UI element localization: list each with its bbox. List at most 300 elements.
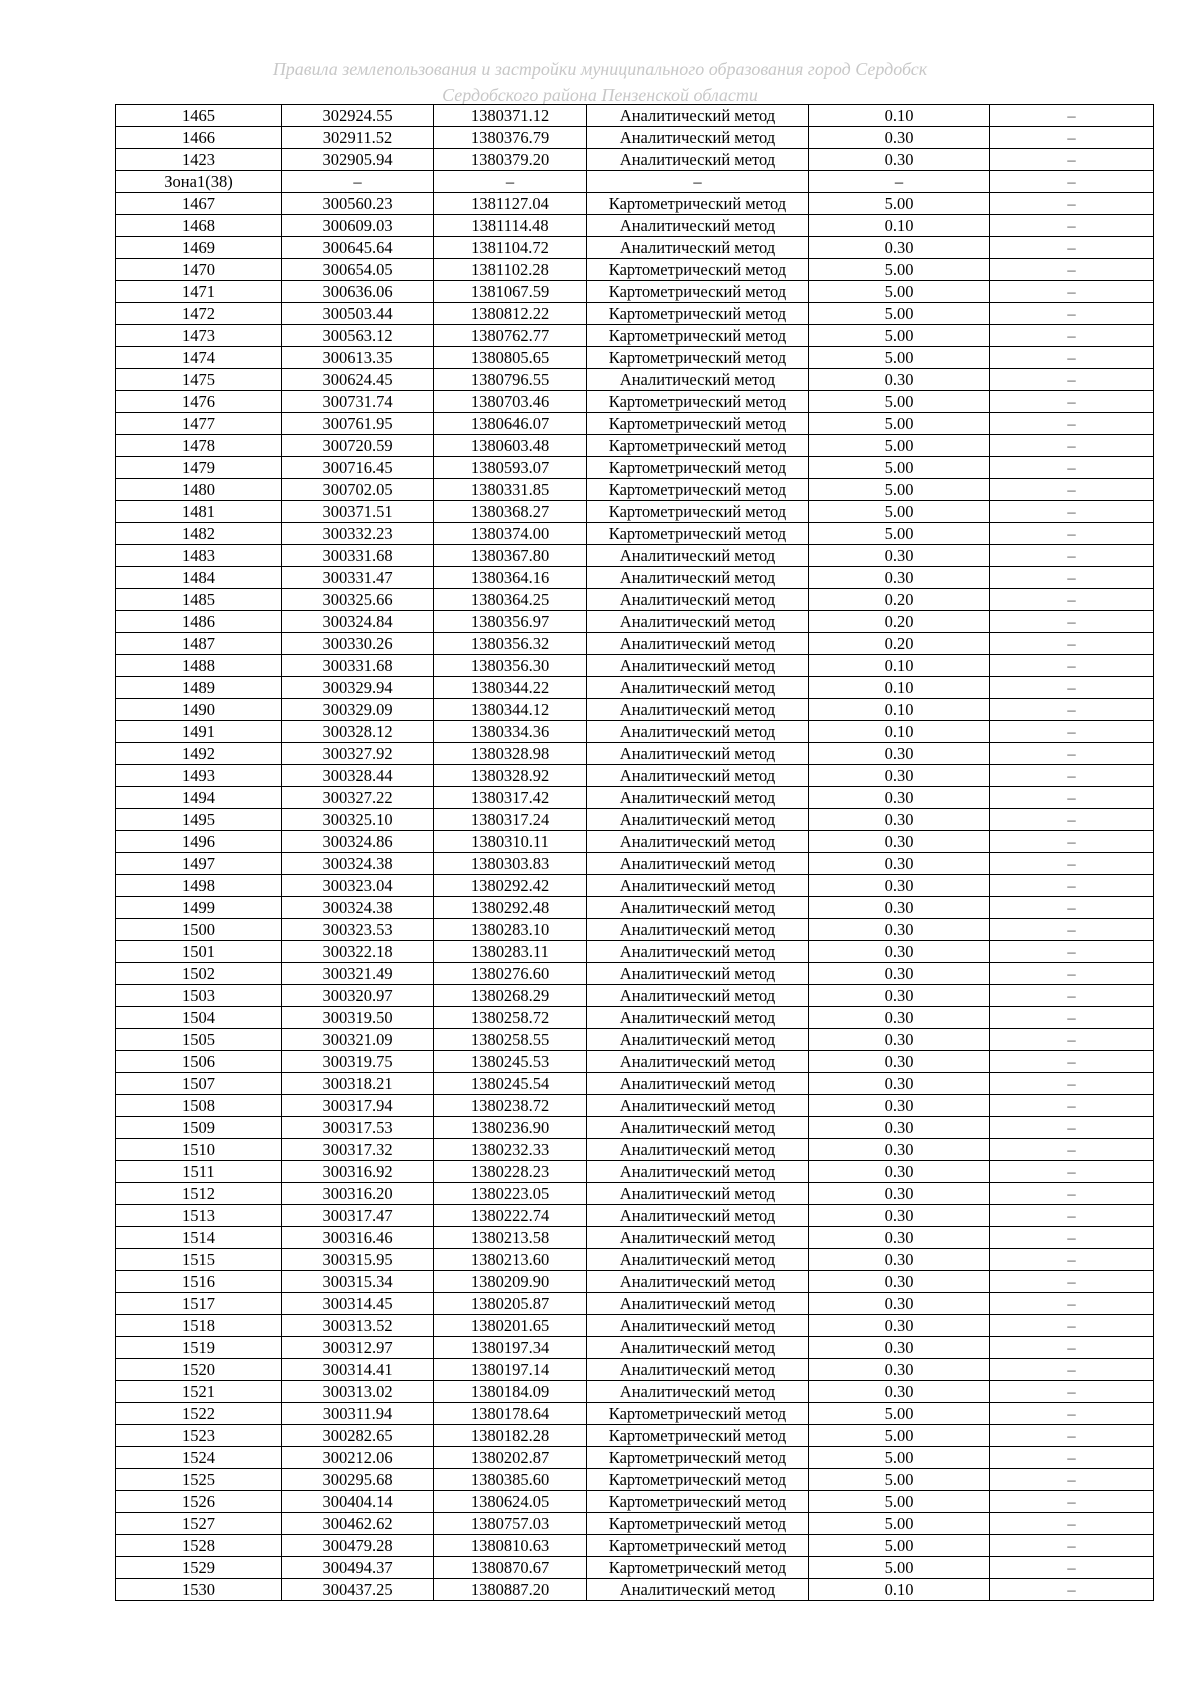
point-number-cell: 1491 [116,721,282,743]
y-coordinate-cell: 1380646.07 [434,413,587,435]
point-number-cell: 1481 [116,501,282,523]
description-cell: – [990,853,1154,875]
point-number-cell: 1518 [116,1315,282,1337]
precision-cell: 0.30 [809,1271,990,1293]
point-number-cell: 1523 [116,1425,282,1447]
table-row [116,611,1154,633]
table-row [116,457,1154,479]
x-coordinate-cell: 300731.74 [282,391,434,413]
method-cell: Аналитический метод [587,589,809,611]
x-coordinate-cell: 300325.66 [282,589,434,611]
precision-cell: 5.00 [809,1425,990,1447]
precision-cell: 5.00 [809,347,990,369]
method-cell: Аналитический метод [587,1095,809,1117]
description-cell: – [990,545,1154,567]
point-number-cell: 1501 [116,941,282,963]
y-coordinate-cell: 1380796.55 [434,369,587,391]
y-coordinate-cell: 1380374.00 [434,523,587,545]
y-coordinate-cell: 1380810.63 [434,1535,587,1557]
point-number-cell: 1510 [116,1139,282,1161]
method-cell: Аналитический метод [587,1051,809,1073]
precision-cell: 5.00 [809,303,990,325]
description-cell: – [990,1359,1154,1381]
table-row [116,347,1154,369]
point-number-cell: 1485 [116,589,282,611]
precision-cell: 0.30 [809,787,990,809]
method-cell: Аналитический метод [587,677,809,699]
precision-cell: 0.30 [809,1315,990,1337]
y-coordinate-cell: 1380328.92 [434,765,587,787]
table-row [116,545,1154,567]
x-coordinate-cell: 300314.45 [282,1293,434,1315]
precision-cell: 0.30 [809,1337,990,1359]
x-coordinate-cell: 300462.62 [282,1513,434,1535]
x-coordinate-cell: 300325.10 [282,809,434,831]
method-cell: Аналитический метод [587,1249,809,1271]
description-cell: – [990,567,1154,589]
precision-cell: 0.10 [809,699,990,721]
point-number-cell: 1484 [116,567,282,589]
point-number-cell: 1514 [116,1227,282,1249]
description-cell: – [990,127,1154,149]
y-coordinate-cell: 1380222.74 [434,1205,587,1227]
point-number-cell: Зона1(38) [116,171,282,193]
y-coordinate-cell: 1380232.33 [434,1139,587,1161]
table-row [116,699,1154,721]
point-number-cell: 1516 [116,1271,282,1293]
y-coordinate-cell: 1380292.42 [434,875,587,897]
point-number-cell: 1528 [116,1535,282,1557]
method-cell: Картометрический метод [587,435,809,457]
description-cell: – [990,1139,1154,1161]
y-coordinate-cell: 1380292.48 [434,897,587,919]
y-coordinate-cell: 1380258.55 [434,1029,587,1051]
y-coordinate-cell: 1380202.87 [434,1447,587,1469]
method-cell: Картометрический метод [587,501,809,523]
table-row [116,1535,1154,1557]
method-cell: Аналитический метод [587,1579,809,1601]
method-cell: Аналитический метод [587,567,809,589]
table-row [116,1051,1154,1073]
y-coordinate-cell: 1380379.20 [434,149,587,171]
method-cell: Аналитический метод [587,1139,809,1161]
description-cell: – [990,1183,1154,1205]
description-cell: – [990,875,1154,897]
precision-cell: 0.30 [809,127,990,149]
method-cell: Аналитический метод [587,853,809,875]
table-row [116,259,1154,281]
y-coordinate-cell: 1380245.54 [434,1073,587,1095]
x-coordinate-cell: 300332.23 [282,523,434,545]
table-row [116,171,1154,193]
table-row [116,1183,1154,1205]
precision-cell: 5.00 [809,1535,990,1557]
y-coordinate-cell: 1380344.22 [434,677,587,699]
method-cell: Аналитический метод [587,963,809,985]
y-coordinate-cell: 1380703.46 [434,391,587,413]
y-coordinate-cell: 1380197.14 [434,1359,587,1381]
coordinates-table-body [116,105,1154,1601]
y-coordinate-cell: 1380268.29 [434,985,587,1007]
method-cell: Картометрический метод [587,281,809,303]
precision-cell: 5.00 [809,1557,990,1579]
x-coordinate-cell: 300720.59 [282,435,434,457]
table-row [116,1337,1154,1359]
x-coordinate-cell: 300563.12 [282,325,434,347]
x-coordinate-cell: 300654.05 [282,259,434,281]
x-coordinate-cell: 300321.09 [282,1029,434,1051]
page-header [0,56,1200,108]
table-row [116,787,1154,809]
y-coordinate-cell: – [434,171,587,193]
y-coordinate-cell: 1380245.53 [434,1051,587,1073]
table-row [116,1425,1154,1447]
description-cell: – [990,325,1154,347]
table-row [116,1469,1154,1491]
y-coordinate-cell: 1380367.80 [434,545,587,567]
method-cell: Аналитический метод [587,127,809,149]
point-number-cell: 1492 [116,743,282,765]
method-cell: Аналитический метод [587,743,809,765]
y-coordinate-cell: 1380228.23 [434,1161,587,1183]
x-coordinate-cell: 300317.32 [282,1139,434,1161]
precision-cell: 0.10 [809,677,990,699]
x-coordinate-cell: 300316.20 [282,1183,434,1205]
precision-cell: 0.30 [809,919,990,941]
precision-cell: 5.00 [809,1403,990,1425]
description-cell: – [990,743,1154,765]
description-cell: – [990,435,1154,457]
x-coordinate-cell: 300317.94 [282,1095,434,1117]
point-number-cell: 1522 [116,1403,282,1425]
table-row [116,237,1154,259]
precision-cell: 0.30 [809,1205,990,1227]
table-row [116,369,1154,391]
description-cell: – [990,193,1154,215]
y-coordinate-cell: 1380178.64 [434,1403,587,1425]
precision-cell: 0.20 [809,589,990,611]
description-cell: – [990,611,1154,633]
x-coordinate-cell: 300716.45 [282,457,434,479]
x-coordinate-cell: 300331.68 [282,655,434,677]
y-coordinate-cell: 1380356.30 [434,655,587,677]
method-cell: Аналитический метод [587,1117,809,1139]
point-number-cell: 1495 [116,809,282,831]
table-row [116,193,1154,215]
point-number-cell: 1529 [116,1557,282,1579]
method-cell: Аналитический метод [587,919,809,941]
point-number-cell: 1509 [116,1117,282,1139]
method-cell: Аналитический метод [587,1073,809,1095]
y-coordinate-cell: 1380317.24 [434,809,587,831]
point-number-cell: 1466 [116,127,282,149]
method-cell: Аналитический метод [587,809,809,831]
y-coordinate-cell: 1380762.77 [434,325,587,347]
x-coordinate-cell: 300312.97 [282,1337,434,1359]
precision-cell: 0.30 [809,1051,990,1073]
table-row [116,677,1154,699]
method-cell: Аналитический метод [587,545,809,567]
method-cell: Картометрический метод [587,523,809,545]
method-cell: Картометрический метод [587,347,809,369]
table-row [116,1359,1154,1381]
method-cell: Картометрический метод [587,479,809,501]
point-number-cell: 1504 [116,1007,282,1029]
table-row [116,105,1154,127]
table-row [116,1271,1154,1293]
table-row [116,1557,1154,1579]
x-coordinate-cell: 300322.18 [282,941,434,963]
point-number-cell: 1488 [116,655,282,677]
y-coordinate-cell: 1380364.16 [434,567,587,589]
description-cell: – [990,303,1154,325]
method-cell: Аналитический метод [587,1007,809,1029]
table-row [116,391,1154,413]
point-number-cell: 1507 [116,1073,282,1095]
x-coordinate-cell: 300624.45 [282,369,434,391]
description-cell: – [990,1095,1154,1117]
x-coordinate-cell: 300319.75 [282,1051,434,1073]
point-number-cell: 1476 [116,391,282,413]
method-cell: Картометрический метод [587,193,809,215]
x-coordinate-cell: 300324.84 [282,611,434,633]
method-cell: Аналитический метод [587,369,809,391]
table-row [116,523,1154,545]
method-cell: Картометрический метод [587,1513,809,1535]
method-cell: Аналитический метод [587,1359,809,1381]
table-row [116,765,1154,787]
x-coordinate-cell: 300404.14 [282,1491,434,1513]
description-cell: – [990,677,1154,699]
point-number-cell: 1498 [116,875,282,897]
precision-cell: 5.00 [809,325,990,347]
point-number-cell: 1503 [116,985,282,1007]
table-row [116,127,1154,149]
x-coordinate-cell: 300327.92 [282,743,434,765]
table-row [116,633,1154,655]
x-coordinate-cell: – [282,171,434,193]
description-cell: – [990,699,1154,721]
precision-cell: 0.30 [809,897,990,919]
table-row [116,875,1154,897]
description-cell: – [990,347,1154,369]
x-coordinate-cell: 300330.26 [282,633,434,655]
table-row [116,149,1154,171]
x-coordinate-cell: 300702.05 [282,479,434,501]
precision-cell: 0.30 [809,149,990,171]
point-number-cell: 1505 [116,1029,282,1051]
precision-cell: 0.10 [809,105,990,127]
description-cell: – [990,985,1154,1007]
method-cell: Картометрический метод [587,325,809,347]
method-cell: Аналитический метод [587,215,809,237]
point-number-cell: 1521 [116,1381,282,1403]
table-row [116,1293,1154,1315]
y-coordinate-cell: 1380328.98 [434,743,587,765]
precision-cell: 0.10 [809,655,990,677]
y-coordinate-cell: 1380197.34 [434,1337,587,1359]
x-coordinate-cell: 300321.49 [282,963,434,985]
table-row [116,1007,1154,1029]
x-coordinate-cell: 300313.02 [282,1381,434,1403]
table-row [116,743,1154,765]
x-coordinate-cell: 300645.64 [282,237,434,259]
point-number-cell: 1494 [116,787,282,809]
x-coordinate-cell: 300295.68 [282,1469,434,1491]
precision-cell: 0.30 [809,369,990,391]
description-cell: – [990,215,1154,237]
y-coordinate-cell: 1380385.60 [434,1469,587,1491]
y-coordinate-cell: 1380201.65 [434,1315,587,1337]
method-cell: Аналитический метод [587,831,809,853]
description-cell: – [990,413,1154,435]
x-coordinate-cell: 300315.34 [282,1271,434,1293]
method-cell: Аналитический метод [587,611,809,633]
method-cell: Аналитический метод [587,1381,809,1403]
description-cell: – [990,589,1154,611]
table-row [116,1205,1154,1227]
x-coordinate-cell: 300494.37 [282,1557,434,1579]
point-number-cell: 1465 [116,105,282,127]
description-cell: – [990,765,1154,787]
precision-cell: 0.30 [809,1161,990,1183]
x-coordinate-cell: 300328.44 [282,765,434,787]
point-number-cell: 1525 [116,1469,282,1491]
method-cell: Картометрический метод [587,457,809,479]
y-coordinate-cell: 1380258.72 [434,1007,587,1029]
method-cell: Аналитический метод [587,1161,809,1183]
x-coordinate-cell: 300331.47 [282,567,434,589]
point-number-cell: 1493 [116,765,282,787]
table-row [116,281,1154,303]
x-coordinate-cell: 300319.50 [282,1007,434,1029]
table-row [116,963,1154,985]
method-cell: Аналитический метод [587,941,809,963]
header-line-2: Сердобского района Пензенской области [442,85,758,105]
point-number-cell: 1490 [116,699,282,721]
description-cell: – [990,1425,1154,1447]
y-coordinate-cell: 1381102.28 [434,259,587,281]
table-row [116,809,1154,831]
x-coordinate-cell: 300324.38 [282,897,434,919]
table-row [116,831,1154,853]
precision-cell: 5.00 [809,259,990,281]
y-coordinate-cell: 1380364.25 [434,589,587,611]
table-row [116,1139,1154,1161]
precision-cell: 0.30 [809,1117,990,1139]
point-number-cell: 1526 [116,1491,282,1513]
y-coordinate-cell: 1380334.36 [434,721,587,743]
x-coordinate-cell: 300328.12 [282,721,434,743]
precision-cell: 5.00 [809,523,990,545]
point-number-cell: 1524 [116,1447,282,1469]
precision-cell: 5.00 [809,193,990,215]
x-coordinate-cell: 300324.38 [282,853,434,875]
description-cell: – [990,391,1154,413]
x-coordinate-cell: 300282.65 [282,1425,434,1447]
precision-cell: 0.30 [809,237,990,259]
y-coordinate-cell: 1380209.90 [434,1271,587,1293]
point-number-cell: 1513 [116,1205,282,1227]
precision-cell: 0.30 [809,1073,990,1095]
point-number-cell: 1478 [116,435,282,457]
point-number-cell: 1530 [116,1579,282,1601]
y-coordinate-cell: 1380331.85 [434,479,587,501]
x-coordinate-cell: 300560.23 [282,193,434,215]
table-row [116,655,1154,677]
method-cell: Аналитический метод [587,1029,809,1051]
precision-cell: 0.30 [809,1381,990,1403]
precision-cell: 5.00 [809,1469,990,1491]
description-cell: – [990,259,1154,281]
x-coordinate-cell: 300320.97 [282,985,434,1007]
precision-cell: 5.00 [809,457,990,479]
method-cell: Аналитический метод [587,105,809,127]
y-coordinate-cell: 1381067.59 [434,281,587,303]
description-cell: – [990,809,1154,831]
y-coordinate-cell: 1380182.28 [434,1425,587,1447]
y-coordinate-cell: 1380344.12 [434,699,587,721]
description-cell: – [990,897,1154,919]
method-cell: Картометрический метод [587,259,809,281]
precision-cell: 5.00 [809,1447,990,1469]
method-cell: Аналитический метод [587,1183,809,1205]
x-coordinate-cell: 300503.44 [282,303,434,325]
table-row [116,325,1154,347]
precision-cell: 0.30 [809,567,990,589]
x-coordinate-cell: 300331.68 [282,545,434,567]
precision-cell: 5.00 [809,1491,990,1513]
y-coordinate-cell: 1380624.05 [434,1491,587,1513]
x-coordinate-cell: 300329.09 [282,699,434,721]
x-coordinate-cell: 302924.55 [282,105,434,127]
x-coordinate-cell: 302911.52 [282,127,434,149]
point-number-cell: 1468 [116,215,282,237]
description-cell: – [990,1579,1154,1601]
point-number-cell: 1502 [116,963,282,985]
point-number-cell: 1474 [116,347,282,369]
x-coordinate-cell: 300479.28 [282,1535,434,1557]
table-row [116,721,1154,743]
description-cell: – [990,369,1154,391]
method-cell: Аналитический метод [587,1337,809,1359]
precision-cell: 0.30 [809,1227,990,1249]
y-coordinate-cell: 1380356.32 [434,633,587,655]
description-cell: – [990,963,1154,985]
method-cell: Картометрический метод [587,391,809,413]
method-cell: – [587,171,809,193]
table-row [116,1227,1154,1249]
precision-cell: 0.10 [809,1579,990,1601]
description-cell: – [990,1117,1154,1139]
point-number-cell: 1471 [116,281,282,303]
precision-cell: 5.00 [809,435,990,457]
x-coordinate-cell: 300317.47 [282,1205,434,1227]
table-row [116,1095,1154,1117]
description-cell: – [990,1029,1154,1051]
method-cell: Картометрический метод [587,1403,809,1425]
table-row [116,215,1154,237]
method-cell: Аналитический метод [587,787,809,809]
point-number-cell: 1475 [116,369,282,391]
point-number-cell: 1508 [116,1095,282,1117]
precision-cell: 5.00 [809,479,990,501]
table-row [116,1403,1154,1425]
description-cell: – [990,831,1154,853]
x-coordinate-cell: 300437.25 [282,1579,434,1601]
description-cell: – [990,1161,1154,1183]
description-cell: – [990,479,1154,501]
